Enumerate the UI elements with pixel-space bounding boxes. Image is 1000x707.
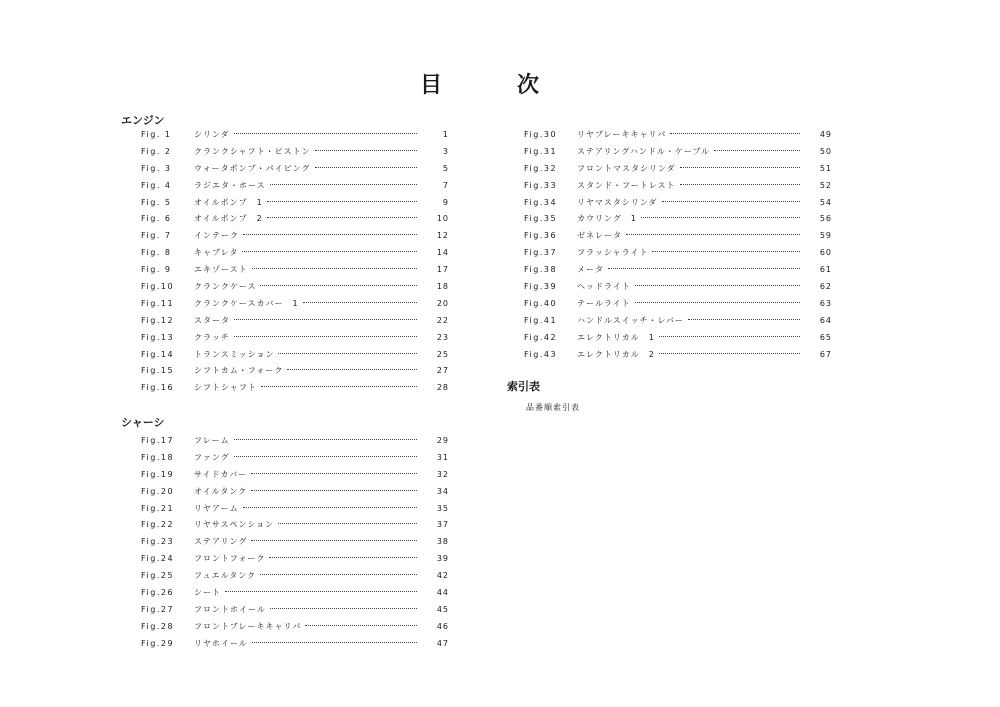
toc-row	[141, 500, 449, 517]
toc-row	[141, 194, 449, 211]
toc-fig-number: Fig.27	[141, 604, 175, 614]
leader-dots	[680, 184, 800, 185]
chassis-list	[141, 432, 449, 652]
toc-page-number: 17	[436, 265, 449, 275]
toc-row	[141, 160, 449, 177]
toc-fig-number: Fig.31	[524, 146, 558, 156]
toc-row	[141, 601, 449, 618]
toc-page-number: 9	[442, 197, 449, 207]
leader-dots	[267, 217, 417, 218]
toc-entry-name: ステアリング	[194, 537, 248, 547]
leader-dots	[305, 625, 417, 626]
toc-row	[524, 244, 832, 261]
toc-page-number: 61	[819, 265, 832, 275]
leader-dots	[251, 540, 417, 541]
toc-fig-number: Fig.34	[524, 197, 558, 207]
toc-page-number: 50	[819, 146, 832, 156]
toc-entry-name: ラジエタ・ホース	[194, 180, 266, 190]
toc-row	[524, 126, 832, 143]
toc-entry-name: インテーク	[194, 231, 239, 241]
section-index-heading: 索引表	[507, 380, 540, 393]
leader-dots	[251, 473, 417, 474]
toc-fig-number: Fig.18	[141, 452, 175, 462]
toc-page-number: 25	[436, 349, 449, 359]
toc-row	[141, 550, 449, 567]
toc-fig-number: Fig.39	[524, 281, 558, 291]
leader-dots	[608, 268, 800, 269]
toc-page-number: 67	[819, 349, 832, 359]
leader-dots	[270, 184, 417, 185]
toc-page-number: 56	[819, 214, 832, 224]
toc-fig-number: Fig. 6	[141, 214, 172, 224]
toc-entry-name: トランスミッション	[194, 349, 275, 359]
toc-row	[141, 483, 449, 500]
leader-dots	[234, 456, 417, 457]
toc-entry-name: エキゾースト	[194, 265, 248, 275]
leader-dots	[278, 353, 417, 354]
leader-dots	[243, 234, 417, 235]
toc-row	[141, 567, 449, 584]
toc-entry-name: フラッシャライト	[577, 248, 649, 258]
toc-row	[524, 143, 832, 160]
leader-dots	[261, 386, 417, 387]
toc-page-number: 49	[819, 129, 832, 139]
toc-fig-number: Fig.28	[141, 621, 175, 631]
leader-dots	[260, 285, 417, 286]
toc-row	[141, 261, 449, 278]
toc-page-number: 34	[436, 486, 449, 496]
toc-fig-number: Fig.26	[141, 587, 175, 597]
toc-fig-number: Fig.36	[524, 231, 558, 241]
toc-row	[141, 635, 449, 652]
toc-entry-name: フロントフォーク	[194, 554, 266, 564]
toc-entry-name: リヤブレーキキャリパ	[577, 129, 667, 139]
toc-entry-name: キャブレタ	[194, 248, 239, 258]
section-chassis-heading: シャーシ	[121, 416, 165, 429]
leader-dots	[688, 319, 800, 320]
toc-fig-number: Fig.41	[524, 315, 558, 325]
toc-fig-number: Fig.25	[141, 571, 175, 581]
leader-dots	[641, 217, 800, 218]
toc-page-number: 42	[436, 571, 449, 581]
toc-page-number: 10	[436, 214, 449, 224]
leader-dots	[260, 574, 417, 575]
toc-fig-number: Fig. 9	[141, 265, 172, 275]
toc-fig-number: Fig.14	[141, 349, 175, 359]
toc-entry-name: シリンダ	[194, 129, 230, 139]
toc-fig-number: Fig.15	[141, 366, 175, 376]
toc-row	[141, 126, 449, 143]
leader-dots	[269, 557, 417, 558]
toc-page-number: 37	[436, 520, 449, 530]
toc-entry-name: ファング	[194, 452, 230, 462]
toc-entry-name: フロントブレーキキャリパ	[194, 621, 302, 631]
leader-dots	[315, 167, 417, 168]
leader-dots	[670, 133, 800, 134]
toc-fig-number: Fig.13	[141, 332, 175, 342]
toc-row	[141, 516, 449, 533]
leader-dots	[242, 251, 417, 252]
leader-dots	[635, 302, 800, 303]
toc-row	[141, 584, 449, 601]
toc-fig-number: Fig.21	[141, 503, 175, 513]
leader-dots	[251, 490, 417, 491]
toc-page-number: 22	[436, 315, 449, 325]
toc-entry-name: フュエルタンク	[194, 571, 257, 581]
leader-dots	[287, 369, 417, 370]
toc-row	[524, 312, 832, 329]
toc-row	[141, 295, 449, 312]
toc-entry-name: スタータ	[194, 315, 230, 325]
toc-row	[524, 210, 832, 227]
toc-row	[524, 329, 832, 346]
toc-entry-name: ステアリングハンドル・ケーブル	[577, 146, 711, 156]
toc-page-number: 54	[819, 197, 832, 207]
toc-entry-name: オイルタンク	[194, 486, 248, 496]
leader-dots	[234, 319, 417, 320]
leader-dots	[267, 201, 417, 202]
leader-dots	[626, 234, 800, 235]
toc-page-number: 12	[436, 231, 449, 241]
toc-page-number: 1	[442, 129, 449, 139]
leader-dots	[252, 642, 417, 643]
toc-page-number: 31	[436, 452, 449, 462]
toc-fig-number: Fig.38	[524, 265, 558, 275]
toc-page-number: 65	[819, 332, 832, 342]
toc-page-number: 32	[436, 469, 449, 479]
index-entry: 品番順索引表	[526, 403, 580, 412]
leader-dots	[252, 268, 417, 269]
toc-page-number: 63	[819, 298, 832, 308]
toc-entry-name: スタンド・フートレスト	[577, 180, 676, 190]
toc-fig-number: Fig.40	[524, 298, 558, 308]
toc-entry-name: クラッチ	[194, 332, 230, 342]
toc-fig-number: Fig.11	[141, 298, 175, 308]
toc-entry-name: シフトシャフト	[194, 383, 257, 393]
toc-page-number: 62	[819, 281, 832, 291]
toc-row	[141, 312, 449, 329]
toc-fig-number: Fig.12	[141, 315, 175, 325]
toc-row	[141, 618, 449, 635]
toc-row	[141, 379, 449, 396]
leader-dots	[659, 336, 800, 337]
toc-fig-number: Fig.42	[524, 332, 558, 342]
right-column-list	[524, 126, 832, 362]
toc-entry-name: カウリング 1	[577, 214, 637, 224]
toc-entry-name: オイルポンプ 2	[194, 214, 263, 224]
toc-page-number: 46	[436, 621, 449, 631]
toc-fig-number: Fig.10	[141, 281, 175, 291]
toc-page-number: 60	[819, 248, 832, 258]
leader-dots	[635, 285, 800, 286]
leader-dots	[234, 133, 417, 134]
toc-page-number: 18	[436, 281, 449, 291]
toc-entry-name: リヤアーム	[194, 503, 239, 513]
toc-page-number: 35	[436, 503, 449, 513]
toc-entry-name: ウォータポンプ・パイピング	[194, 163, 311, 173]
leader-dots	[243, 507, 417, 508]
title-char-2: 次	[517, 73, 540, 98]
toc-entry-name: シフトカム・フォーク	[194, 366, 284, 376]
toc-fig-number: Fig. 5	[141, 197, 172, 207]
toc-row	[524, 227, 832, 244]
toc-fig-number: Fig. 2	[141, 146, 172, 156]
toc-fig-number: Fig. 3	[141, 163, 172, 173]
toc-entry-name: ゼネレータ	[577, 231, 622, 241]
toc-row	[141, 244, 449, 261]
toc-row	[141, 329, 449, 346]
toc-page-number: 3	[442, 146, 449, 156]
toc-row	[141, 432, 449, 449]
toc-row	[524, 261, 832, 278]
toc-fig-number: Fig.23	[141, 537, 175, 547]
toc-entry-name: リヤサスペンション	[194, 520, 275, 530]
toc-row	[141, 346, 449, 363]
toc-fig-number: Fig. 8	[141, 248, 172, 258]
toc-fig-number: Fig.20	[141, 486, 175, 496]
toc-fig-number: Fig. 4	[141, 180, 172, 190]
toc-entry-name: クランクシャフト・ピストン	[194, 146, 311, 156]
toc-fig-number: Fig.30	[524, 129, 558, 139]
toc-page-number: 23	[436, 332, 449, 342]
toc-page-number: 45	[436, 604, 449, 614]
toc-entry-name: メータ	[577, 265, 604, 275]
toc-page-number: 52	[819, 180, 832, 190]
toc-entry-name: フレーム	[194, 435, 230, 445]
toc-row	[141, 533, 449, 550]
title-char-1: 目	[420, 73, 443, 98]
toc-page-number: 5	[442, 163, 449, 173]
toc-entry-name: フロントマスタシリンダ	[577, 163, 676, 173]
toc-page-number: 39	[436, 554, 449, 564]
toc-page-number: 44	[436, 587, 449, 597]
toc-entry-name: シート	[194, 587, 221, 597]
toc-fig-number: Fig. 1	[141, 129, 172, 139]
toc-fig-number: Fig.19	[141, 469, 175, 479]
toc-entry-name: フロントホイール	[194, 604, 266, 614]
toc-entry-name: オイルポンプ 1	[194, 197, 263, 207]
toc-page-number: 38	[436, 537, 449, 547]
leader-dots	[714, 150, 800, 151]
toc-row	[524, 346, 832, 363]
toc-entry-name: ハンドルスイッチ・レバー	[577, 315, 684, 325]
leader-dots	[315, 150, 417, 151]
toc-page-number: 64	[819, 315, 832, 325]
toc-entry-name: エレクトリカル 2	[577, 349, 655, 359]
toc-row	[141, 466, 449, 483]
leader-dots	[662, 201, 800, 202]
leader-dots	[303, 302, 417, 303]
toc-entry-name: リヤマスタシリンダ	[577, 197, 658, 207]
toc-fig-number: Fig.32	[524, 163, 558, 173]
toc-page-number: 14	[436, 248, 449, 258]
toc-page-number: 7	[442, 180, 449, 190]
toc-fig-number: Fig.16	[141, 383, 175, 393]
toc-fig-number: Fig.17	[141, 435, 175, 445]
toc-entry-name: リヤホイール	[194, 638, 248, 648]
leader-dots	[225, 591, 417, 592]
toc-fig-number: Fig.29	[141, 638, 175, 648]
toc-entry-name: エレクトリカル 1	[577, 332, 655, 342]
section-engine-heading: エンジン	[121, 114, 165, 127]
engine-list	[141, 126, 449, 396]
leader-dots	[659, 353, 800, 354]
leader-dots	[652, 251, 800, 252]
toc-row	[141, 449, 449, 466]
toc-row	[141, 362, 449, 379]
toc-row	[141, 227, 449, 244]
toc-row	[524, 194, 832, 211]
leader-dots	[680, 167, 800, 168]
toc-page-number: 59	[819, 231, 832, 241]
toc-row	[524, 177, 832, 194]
toc-page-number: 29	[436, 435, 449, 445]
leader-dots	[234, 439, 417, 440]
leader-dots	[270, 608, 417, 609]
toc-fig-number: Fig. 7	[141, 231, 172, 241]
toc-row	[141, 210, 449, 227]
toc-fig-number: Fig.43	[524, 349, 558, 359]
toc-page-number: 47	[436, 638, 449, 648]
leader-dots	[234, 336, 417, 337]
toc-row	[141, 143, 449, 160]
toc-entry-name: クランクケース	[194, 281, 257, 291]
toc-page-number: 51	[819, 163, 832, 173]
toc-fig-number: Fig.22	[141, 520, 175, 530]
toc-fig-number: Fig.24	[141, 554, 175, 564]
toc-row	[524, 160, 832, 177]
toc-fig-number: Fig.37	[524, 248, 558, 258]
toc-page-number: 28	[436, 383, 449, 393]
toc-row	[524, 278, 832, 295]
toc-page-number: 20	[436, 298, 449, 308]
leader-dots	[278, 523, 417, 524]
toc-row	[524, 295, 832, 312]
toc-entry-name: クランクケースカバー 1	[194, 298, 299, 308]
toc-fig-number: Fig.35	[524, 214, 558, 224]
toc-entry-name: テールライト	[577, 298, 631, 308]
toc-fig-number: Fig.33	[524, 180, 558, 190]
toc-row	[141, 278, 449, 295]
toc-row	[141, 177, 449, 194]
toc-entry-name: サイドカバー	[194, 469, 248, 479]
toc-entry-name: ヘッドライト	[577, 281, 631, 291]
toc-page-number: 27	[436, 366, 449, 376]
